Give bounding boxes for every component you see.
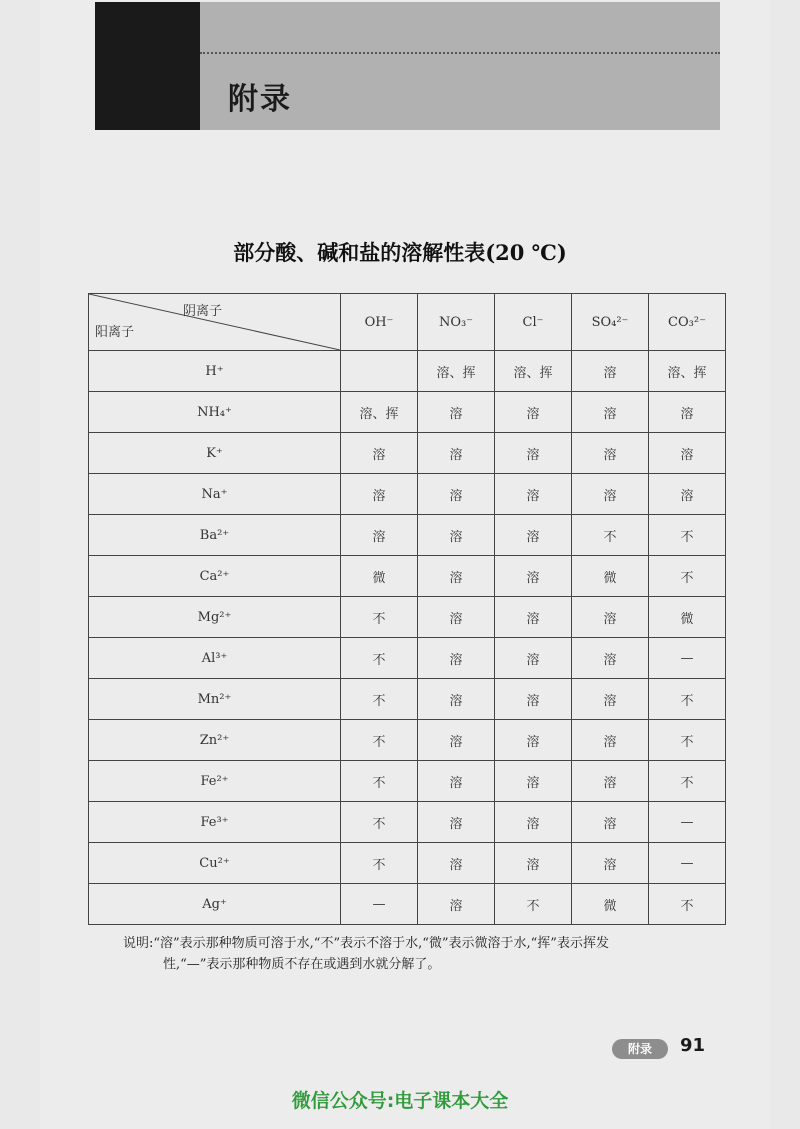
solubility-cell: 不 bbox=[572, 515, 649, 556]
solubility-cell: 溶 bbox=[572, 679, 649, 720]
column-header: NO₃⁻ bbox=[418, 294, 495, 351]
solubility-cell: 溶 bbox=[418, 802, 495, 843]
solubility-cell: 不 bbox=[341, 679, 418, 720]
table-corner-cell bbox=[89, 294, 341, 351]
table-row bbox=[89, 720, 726, 761]
solubility-cell: 溶 bbox=[572, 802, 649, 843]
page-number: 91 bbox=[680, 1035, 706, 1056]
table-row bbox=[89, 474, 726, 515]
solubility-cell: 溶 bbox=[649, 474, 726, 515]
solubility-cell: 溶、挥 bbox=[495, 351, 572, 392]
cation-cell: NH₄⁺ bbox=[89, 392, 341, 433]
cation-cell: Mg²⁺ bbox=[89, 597, 341, 638]
solubility-cell: — bbox=[649, 843, 726, 884]
solubility-cell: 溶 bbox=[341, 433, 418, 474]
solubility-cell: 溶 bbox=[495, 761, 572, 802]
cation-cell: Fe³⁺ bbox=[89, 802, 341, 843]
solubility-cell: 溶 bbox=[341, 474, 418, 515]
solubility-cell: 不 bbox=[341, 597, 418, 638]
solubility-table bbox=[88, 293, 726, 925]
solubility-cell: 溶 bbox=[649, 392, 726, 433]
table-title: 部分酸、碱和盐的溶解性表(20 ℃) bbox=[233, 240, 567, 265]
table-row bbox=[89, 392, 726, 433]
solubility-cell: 溶 bbox=[572, 392, 649, 433]
page-title: 附录 bbox=[228, 82, 292, 117]
solubility-cell: 溶 bbox=[572, 433, 649, 474]
solubility-cell bbox=[341, 351, 418, 392]
table-row bbox=[89, 556, 726, 597]
table-row bbox=[89, 843, 726, 884]
cation-cell: Al³⁺ bbox=[89, 638, 341, 679]
table-header-row bbox=[89, 294, 726, 351]
solubility-cell: 溶 bbox=[418, 433, 495, 474]
solubility-cell: 不 bbox=[341, 638, 418, 679]
solubility-cell: 溶 bbox=[495, 433, 572, 474]
column-header: CO₃²⁻ bbox=[649, 294, 726, 351]
solubility-cell: 不 bbox=[649, 556, 726, 597]
solubility-cell: 不 bbox=[649, 884, 726, 925]
cation-axis-label: 阳离子 bbox=[95, 325, 135, 340]
solubility-cell: 溶 bbox=[418, 720, 495, 761]
cation-cell: Na⁺ bbox=[89, 474, 341, 515]
solubility-cell: 溶 bbox=[341, 515, 418, 556]
solubility-cell: 溶 bbox=[495, 802, 572, 843]
solubility-cell: 不 bbox=[649, 679, 726, 720]
solubility-cell: 溶 bbox=[418, 515, 495, 556]
solubility-cell: 溶、挥 bbox=[341, 392, 418, 433]
solubility-cell: 溶 bbox=[572, 597, 649, 638]
solubility-cell: 不 bbox=[649, 720, 726, 761]
solubility-cell: 溶 bbox=[495, 720, 572, 761]
column-header: SO₄²⁻ bbox=[572, 294, 649, 351]
solubility-cell: — bbox=[341, 884, 418, 925]
solubility-cell: 溶 bbox=[572, 638, 649, 679]
solubility-cell: 不 bbox=[341, 761, 418, 802]
solubility-cell: 溶 bbox=[495, 556, 572, 597]
column-header: Cl⁻ bbox=[495, 294, 572, 351]
solubility-cell: 不 bbox=[341, 720, 418, 761]
solubility-cell: 微 bbox=[341, 556, 418, 597]
table-row bbox=[89, 597, 726, 638]
solubility-cell: 微 bbox=[572, 556, 649, 597]
solubility-cell: 溶 bbox=[495, 515, 572, 556]
solubility-cell: 溶 bbox=[495, 597, 572, 638]
note-line-1: 说明:“溶”表示那种物质可溶于水,“不”表示不溶于水,“微”表示微溶于水,“挥”表示挥发 bbox=[123, 936, 609, 951]
solubility-cell: 溶 bbox=[572, 843, 649, 884]
cation-cell: Cu²⁺ bbox=[89, 843, 341, 884]
solubility-cell: 溶 bbox=[418, 843, 495, 884]
cation-cell: Zn²⁺ bbox=[89, 720, 341, 761]
solubility-cell: 溶 bbox=[495, 392, 572, 433]
cation-cell: Mn²⁺ bbox=[89, 679, 341, 720]
solubility-cell: 不 bbox=[341, 802, 418, 843]
solubility-cell: 溶 bbox=[495, 843, 572, 884]
solubility-cell: 溶 bbox=[418, 474, 495, 515]
cation-cell: Ag⁺ bbox=[89, 884, 341, 925]
note-line-2: 性,“—”表示那种物质不存在或遇到水就分解了。 bbox=[163, 957, 441, 972]
solubility-cell: 溶 bbox=[418, 597, 495, 638]
cation-cell: Ca²⁺ bbox=[89, 556, 341, 597]
solubility-cell: 不 bbox=[649, 515, 726, 556]
solubility-cell: 微 bbox=[649, 597, 726, 638]
solubility-cell: 溶 bbox=[495, 638, 572, 679]
table-row bbox=[89, 351, 726, 392]
cation-cell: K⁺ bbox=[89, 433, 341, 474]
solubility-cell: 不 bbox=[495, 884, 572, 925]
table-row bbox=[89, 515, 726, 556]
table-row bbox=[89, 761, 726, 802]
solubility-cell: 溶 bbox=[495, 474, 572, 515]
solubility-cell: 溶 bbox=[418, 392, 495, 433]
header-dotted-rule bbox=[200, 52, 720, 54]
solubility-cell: 不 bbox=[649, 761, 726, 802]
solubility-cell: 微 bbox=[572, 884, 649, 925]
section-label-badge: 附录 bbox=[612, 1039, 668, 1059]
solubility-cell: 溶 bbox=[418, 638, 495, 679]
cation-cell: Fe²⁺ bbox=[89, 761, 341, 802]
solubility-cell: 溶 bbox=[572, 720, 649, 761]
solubility-cell: 溶 bbox=[649, 433, 726, 474]
solubility-cell: 溶 bbox=[572, 761, 649, 802]
solubility-cell: 溶 bbox=[418, 679, 495, 720]
column-header: OH⁻ bbox=[341, 294, 418, 351]
solubility-cell: 溶 bbox=[495, 679, 572, 720]
table-row bbox=[89, 433, 726, 474]
solubility-cell: 溶 bbox=[418, 884, 495, 925]
solubility-cell: 溶、挥 bbox=[649, 351, 726, 392]
solubility-cell: 溶 bbox=[418, 556, 495, 597]
table-row bbox=[89, 802, 726, 843]
anion-axis-label: 阴离子 bbox=[182, 304, 222, 319]
cation-cell: H⁺ bbox=[89, 351, 341, 392]
watermark-text: 微信公众号:电子课本大全 bbox=[291, 1090, 509, 1112]
solubility-cell: — bbox=[649, 638, 726, 679]
table-body bbox=[89, 351, 726, 925]
cation-cell: Ba²⁺ bbox=[89, 515, 341, 556]
solubility-cell: 溶 bbox=[572, 474, 649, 515]
table-row bbox=[89, 679, 726, 720]
header-black-block bbox=[95, 2, 200, 130]
solubility-cell: 溶、挥 bbox=[418, 351, 495, 392]
table-row bbox=[89, 638, 726, 679]
solubility-cell: 溶 bbox=[418, 761, 495, 802]
table-row bbox=[89, 884, 726, 925]
solubility-cell: — bbox=[649, 802, 726, 843]
solubility-cell: 溶 bbox=[572, 351, 649, 392]
solubility-cell: 不 bbox=[341, 843, 418, 884]
table-note bbox=[123, 933, 723, 975]
